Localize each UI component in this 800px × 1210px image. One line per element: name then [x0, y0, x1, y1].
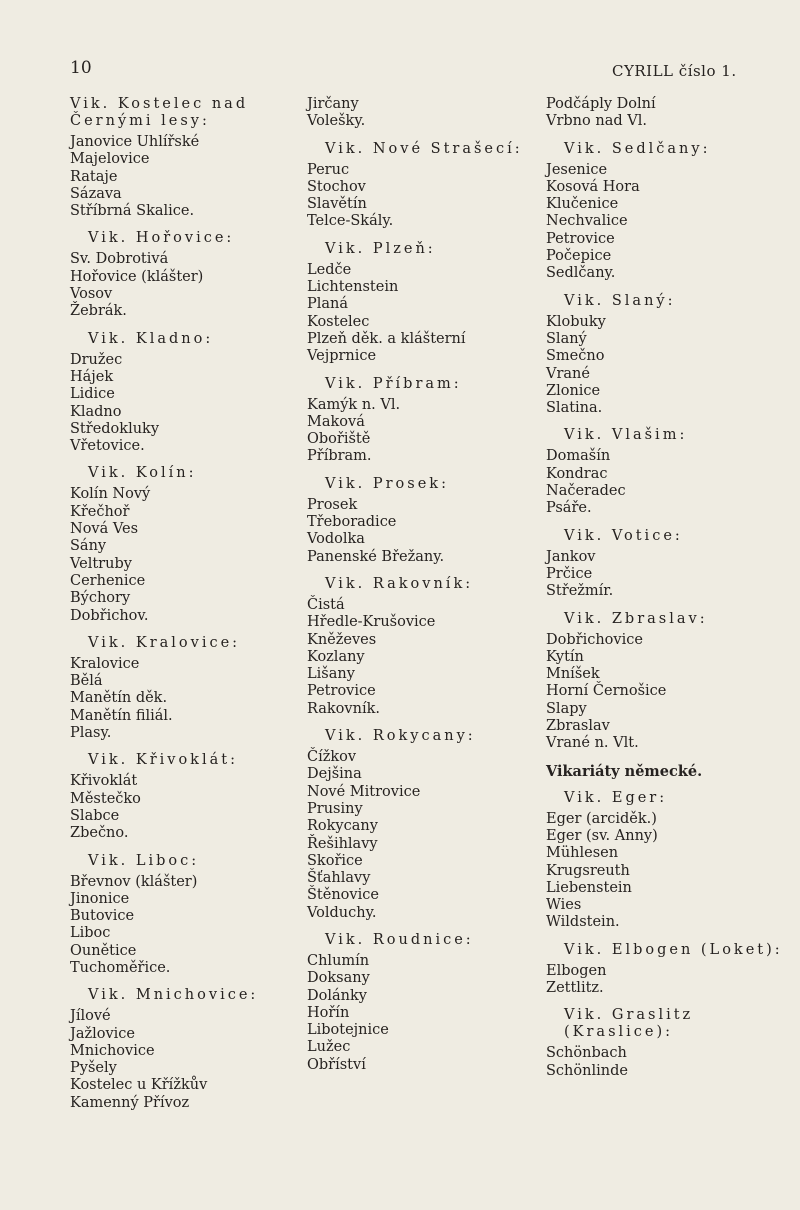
vicariate-section: [70, 752, 295, 842]
parish-name: Kostelec u Křížkův: [70, 1077, 208, 1094]
parish-name: Dejšina: [307, 766, 362, 783]
parish-name: Psáře.: [546, 500, 592, 517]
vicariate-section: [307, 932, 537, 1074]
parish-name: Příbram.: [307, 448, 372, 465]
parish-name: Křečhoř: [70, 503, 130, 520]
parish-list: [307, 162, 537, 231]
parish-name: Středokluky: [70, 420, 160, 437]
parish-list: [70, 352, 295, 456]
parish-name: Cerhenice: [70, 572, 146, 589]
parish-list: [546, 549, 786, 601]
parish-name: Ledče: [307, 261, 352, 278]
parish-name: Bělá: [70, 673, 103, 690]
parish-name: Jesenice: [546, 161, 608, 178]
parish-list: [70, 1008, 295, 1112]
vicariate-heading: Vik. Hořovice:: [88, 230, 235, 247]
parish-name: Manětín filiál.: [70, 707, 173, 724]
parish-name: Střežmír.: [546, 583, 614, 600]
parish-name: Plasy.: [70, 725, 112, 742]
vicariate-section: [70, 331, 295, 456]
parish-name: Vrbno nad Vl.: [546, 113, 647, 130]
parish-name: Hořovice (klášter): [70, 268, 204, 285]
parish-name: Slavětín: [307, 196, 367, 213]
parish-name: Liboc: [70, 925, 111, 942]
parish-name: Čistá: [307, 596, 345, 613]
parish-name: Petrovice: [546, 230, 615, 247]
parish-name: Mnichovice: [70, 1042, 155, 1059]
parish-name: Mühlesen: [546, 845, 619, 862]
parish-name: Eger (sv. Anny): [546, 827, 658, 844]
vicariate-heading: Vik. Kolín:: [88, 465, 197, 482]
vicariate-heading: Vik. Mnichovice:: [88, 987, 259, 1004]
parish-name: Dobřichovice: [546, 631, 643, 648]
parish-name: Chlumín: [307, 952, 370, 969]
vicariate-section: [546, 790, 786, 932]
parish-name: Hořín: [307, 1004, 350, 1021]
parish-list: [546, 96, 786, 131]
vicariate-heading: Vik. Příbram:: [325, 375, 462, 392]
parish-list: [70, 874, 295, 978]
parish-list: [307, 497, 537, 566]
parish-name: Planá: [307, 296, 349, 313]
parish-name: Nová Ves: [70, 521, 139, 538]
parish-name: Volduchy.: [307, 904, 377, 921]
parish-name: Družec: [70, 351, 123, 368]
parish-list: [546, 314, 786, 418]
parish-name: Kostelec: [307, 313, 370, 330]
vicariate-section: [546, 528, 786, 601]
parish-name: Lišany: [307, 666, 355, 683]
parish-name: Vodolka: [307, 531, 365, 548]
parish-list: [546, 448, 786, 517]
parish-name: Wildstein.: [546, 914, 620, 931]
parish-list: [307, 597, 537, 718]
vicariate-heading: Vikariáty německé.: [546, 762, 703, 780]
vicariate-heading: Vik. Elbogen (Loket):: [564, 941, 783, 958]
vicariate-section: [307, 141, 537, 231]
parish-name: Domašín: [546, 448, 611, 465]
parish-list: [307, 397, 537, 466]
parish-name: Sedlčany.: [546, 265, 616, 282]
vicariate-section: [546, 427, 786, 517]
parish-name: Vosov: [70, 286, 113, 303]
vicariate-heading: Vik. Nové Strašecí:: [325, 140, 523, 157]
vicariate-section: [70, 230, 295, 320]
parish-name: Pyšely: [70, 1060, 117, 1077]
parish-name: Plzeň děk. a klášterní: [307, 330, 466, 347]
parish-name: Hředle-Krušovice: [307, 614, 436, 631]
vicariate-section: [307, 96, 537, 131]
parish-name: Kosová Hora: [546, 178, 640, 195]
vicariate-heading: Vik. Liboc:: [88, 852, 200, 869]
vicariate-section: [70, 987, 295, 1112]
parish-name: Majelovice: [70, 151, 150, 168]
parish-name: Kolín Nový: [70, 486, 151, 503]
parish-name: Zettlitz.: [546, 979, 604, 996]
parish-name: Ounětice: [70, 942, 137, 959]
vicariate-heading: Vik. Plzeň:: [325, 240, 436, 257]
column-left: [70, 96, 295, 1122]
vicariate-heading: Vik. Křivoklát:: [88, 752, 238, 769]
parish-list: [307, 96, 537, 131]
parish-name: Jirčany: [307, 96, 359, 112]
parish-name: Obříství: [307, 1056, 366, 1073]
parish-name: Krugsreuth: [546, 862, 630, 879]
parish-name: Veltruby: [70, 555, 132, 572]
parish-list: [546, 963, 786, 998]
vicariate-section: [307, 376, 537, 466]
parish-name: Libotejnice: [307, 1022, 389, 1039]
parish-name: Stříbrná Skalice.: [70, 203, 195, 220]
parish-name: Slaný: [546, 330, 587, 347]
vicariate-section: [546, 141, 786, 283]
parish-name: Vejprnice: [307, 348, 377, 365]
vicariate-section: [546, 611, 786, 753]
parish-name: Schönbach: [546, 1045, 627, 1062]
parish-name: Býchory: [70, 590, 131, 607]
parish-list: [70, 656, 295, 742]
parish-name: Kněževes: [307, 631, 377, 648]
vicariate-section: [546, 763, 786, 780]
parish-name: Jílové: [70, 1008, 111, 1025]
parish-name: Zbraslav: [546, 718, 610, 735]
parish-list: [546, 162, 786, 283]
parish-name: Nechvalice: [546, 213, 628, 230]
parish-name: Kytín: [546, 648, 584, 665]
parish-name: Slatina.: [546, 400, 603, 417]
vicariate-section: [70, 635, 295, 742]
page-number: 10: [70, 58, 92, 78]
vicariate-heading: Vik. Kralovice:: [88, 634, 241, 651]
parish-name: Břevnov (klášter): [70, 873, 198, 890]
parish-name: Načeradec: [546, 483, 626, 500]
parish-name: Lichtenstein: [307, 279, 399, 296]
parish-name: Křivoklát: [70, 773, 138, 790]
parish-name: Lidice: [70, 386, 115, 403]
vicariate-section: [546, 942, 786, 998]
parish-name: Peruc: [307, 161, 350, 178]
parish-name: Zlonice: [546, 382, 601, 399]
parish-name: Skořice: [307, 852, 363, 869]
parish-name: Telce-Skály.: [307, 213, 394, 230]
vicariate-heading: Vik. Sedlčany:: [564, 140, 711, 157]
vicariate-section: [307, 728, 537, 922]
parish-name: Sv. Dobrotivá: [70, 251, 169, 268]
parish-name: Tuchoměřice.: [70, 959, 171, 976]
parish-list: [70, 251, 295, 320]
parish-name: Butovice: [70, 908, 135, 925]
vicariate-heading: Vik. Vlašim:: [564, 427, 688, 444]
parish-name: Manětín děk.: [70, 690, 168, 707]
column-middle: [307, 96, 537, 1084]
parish-name: Kladno: [70, 403, 122, 420]
vicariate-heading: Vik. Roudnice:: [325, 931, 474, 948]
parish-name: Horní Černošice: [546, 683, 667, 700]
vicariate-section: [546, 293, 786, 418]
parish-name: Doksany: [307, 970, 370, 987]
parish-name: Panenské Břežany.: [307, 548, 445, 565]
parish-name: Slabce: [70, 807, 120, 824]
vicariate-heading: Vik. Eger:: [564, 789, 668, 806]
vicariate-heading: Vik. Rakovník:: [325, 575, 474, 592]
vicariate-heading: Vik. Slaný:: [564, 292, 676, 309]
parish-name: Kamenný Přívoz: [70, 1094, 190, 1111]
running-head: CYRILL číslo 1.: [612, 62, 737, 80]
parish-name: Městečko: [70, 790, 141, 807]
parish-name: Řešihlavy: [307, 835, 378, 852]
parish-list: [546, 811, 786, 932]
parish-name: Wies: [546, 897, 582, 914]
vicariate-section: [70, 96, 295, 220]
parish-name: Dobřichov.: [70, 607, 149, 624]
parish-name: Jankov: [546, 548, 596, 565]
parish-list: [70, 486, 295, 624]
parish-name: Klobuky: [546, 313, 606, 330]
parish-list: [70, 134, 295, 220]
vicariate-section: [307, 576, 537, 718]
parish-name: Hájek: [70, 368, 114, 385]
parish-name: Mníšek: [546, 666, 600, 683]
vicariate-section: [70, 465, 295, 624]
parish-name: Štěnovice: [307, 887, 379, 904]
parish-name: Volešky.: [307, 113, 366, 130]
vicariate-heading: Vik. Graslitz (Kraslice):: [564, 1007, 694, 1041]
parish-name: Nové Mitrovice: [307, 783, 421, 800]
parish-name: Liebenstein: [546, 879, 632, 896]
parish-name: Rokycany: [307, 818, 378, 835]
parish-name: Vrané n. Vlt.: [546, 735, 639, 752]
column-right: [546, 96, 786, 1090]
parish-name: Rakovník.: [307, 700, 380, 717]
parish-name: Žebrák.: [70, 303, 127, 320]
parish-list: [307, 262, 537, 366]
parish-name: Šťahlavy: [307, 870, 371, 887]
parish-name: Obořiště: [307, 431, 371, 448]
parish-name: Smečno: [546, 348, 605, 365]
vicariate-heading: Vik. Zbraslav:: [564, 610, 708, 627]
vicariate-section: [307, 241, 537, 366]
parish-list: [70, 773, 295, 842]
parish-name: Janovice Uhlířské: [70, 134, 200, 150]
parish-name: Prčice: [546, 565, 593, 582]
parish-name: Klučenice: [546, 196, 619, 213]
parish-name: Podčáply Dolní: [546, 96, 656, 112]
parish-name: Třeboradice: [307, 514, 397, 531]
parish-name: Prusiny: [307, 800, 363, 817]
parish-name: Kralovice: [70, 655, 140, 672]
parish-name: Slapy: [546, 700, 587, 717]
parish-name: Schönlinde: [546, 1062, 628, 1079]
parish-name: Prosek: [307, 496, 358, 513]
parish-list: [546, 632, 786, 753]
vicariate-section: [546, 1007, 786, 1080]
parish-name: Petrovice: [307, 683, 376, 700]
vicariate-heading: Vik. Kladno:: [88, 330, 214, 347]
parish-name: Kondrac: [546, 465, 608, 482]
parish-name: Lužec: [307, 1039, 351, 1056]
parish-name: Počepice: [546, 248, 612, 265]
vicariate-heading: Vik. Votice:: [564, 527, 683, 544]
parish-list: [307, 749, 537, 922]
parish-name: Rataje: [70, 168, 118, 185]
vicariate-heading: Vik. Prosek:: [325, 475, 449, 492]
parish-name: Maková: [307, 413, 365, 430]
parish-list: [546, 1045, 786, 1080]
parish-name: Stochov: [307, 178, 366, 195]
parish-list: [307, 953, 537, 1074]
parish-name: Vrané: [546, 365, 590, 382]
parish-name: Elbogen: [546, 962, 607, 979]
vicariate-section: [307, 476, 537, 566]
vicariate-heading: Vik. Rokycany:: [325, 728, 476, 745]
parish-name: Kozlany: [307, 648, 365, 665]
parish-name: Vřetovice.: [70, 438, 145, 455]
parish-name: Eger (arciděk.): [546, 810, 657, 827]
parish-name: Čížkov: [307, 749, 357, 766]
vicariate-section: [546, 96, 786, 131]
parish-name: Sány: [70, 538, 107, 555]
parish-name: Kamýk n. Vl.: [307, 396, 401, 413]
parish-name: Dolánky: [307, 987, 367, 1004]
vicariate-section: [70, 853, 295, 978]
vicariate-heading: Vik. Kostelec nad Černými lesy:: [70, 96, 249, 129]
parish-name: Sázava: [70, 185, 122, 202]
parish-name: Zbečno.: [70, 825, 129, 842]
parish-name: Jinonice: [70, 890, 130, 907]
parish-name: Jažlovice: [70, 1025, 135, 1042]
